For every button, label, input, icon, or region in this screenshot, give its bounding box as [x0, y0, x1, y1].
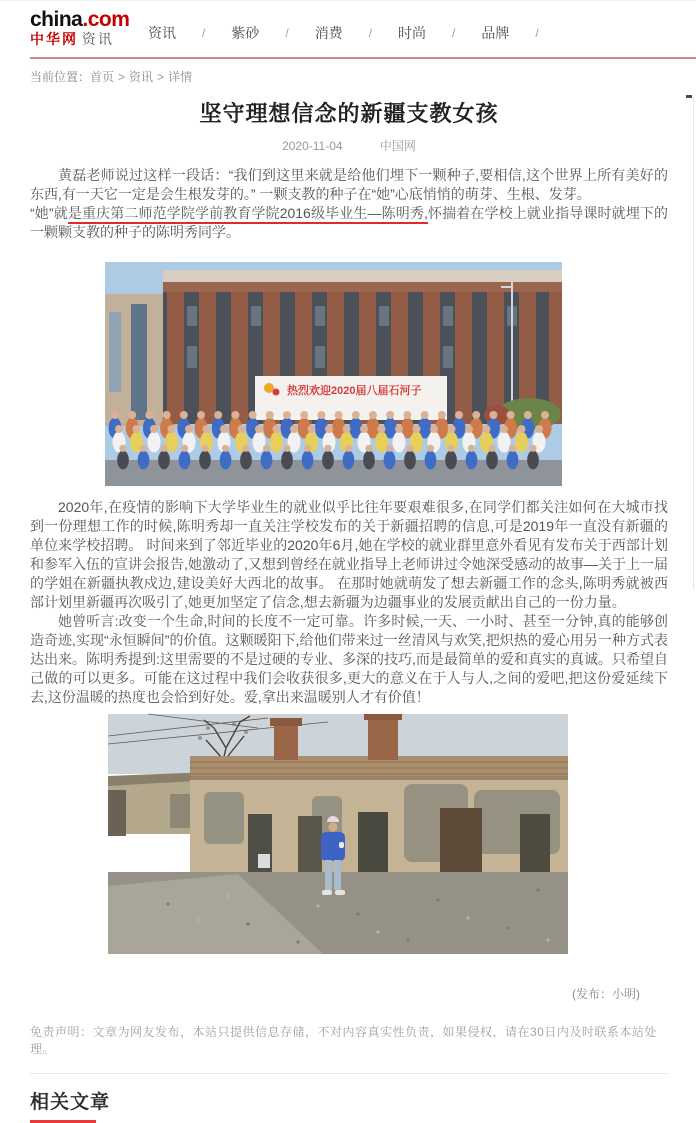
breadcrumb-current: 详情 — [168, 70, 193, 84]
right-column-divider — [693, 98, 694, 590]
article-date: 2020-11-04 — [282, 139, 343, 153]
article-photo-campus-group — [105, 262, 562, 486]
logo-black-part: china — [30, 8, 83, 31]
article-body-continued — [30, 498, 668, 707]
header-accent-line — [30, 57, 696, 59]
paragraph-1: 黄磊老师说过这样一段话：“我们到这里来就是给他们埋下一颗种子,要相信,这个世界上所有美好的东西,有一天它一定是会生根发芽的。” 一颗支教的种子在“她”心底悄悄的萌芽、生根、发芽。 — [30, 167, 668, 202]
photo-banner-text: 热烈欢迎2020届八届石河子 — [287, 385, 422, 397]
breadcrumb-home-link[interactable]: 首页 — [90, 70, 115, 84]
red-underline-annotation: 是重庆第二师范学院学前教育学院2016级毕业生—陈明秀, — [68, 205, 428, 224]
nav-separator: / — [368, 26, 373, 40]
village-photo-illustration — [108, 714, 568, 954]
related-articles-title: 相关文章 — [30, 1092, 111, 1113]
article-source: 中国网 — [379, 139, 416, 153]
nav-item-zixun[interactable]: 资讯 — [148, 25, 176, 41]
paragraph-2-post: 怀揣着在学校上就业指导课时就埋下的一颗颗支教的种子的陈明秀同学。 — [30, 205, 668, 240]
logo-wordmark — [30, 9, 129, 31]
logo-cn-name: 中华网 — [30, 31, 78, 47]
breadcrumb — [0, 59, 696, 85]
paragraph-2 — [30, 204, 668, 242]
logo-subtitle — [30, 31, 129, 48]
related-articles-section — [30, 1087, 696, 1123]
breadcrumb-section-link[interactable]: 资讯 — [129, 70, 154, 84]
section-divider — [30, 1073, 668, 1074]
article-body — [30, 166, 668, 242]
nav-item-xiaofei[interactable]: 消费 — [314, 25, 343, 41]
nav-item-shishang[interactable]: 时尚 — [398, 25, 427, 41]
nav-item-pinpai[interactable]: 品牌 — [481, 25, 510, 41]
site-header — [0, 1, 696, 59]
nav-separator: / — [535, 26, 539, 40]
article-meta — [30, 137, 668, 154]
disclaimer-text: 免责声明：文章为网友发布，本站只提供信息存储，不对内容真实性负责，如果侵权，请在30日内及时联系本站处理。 — [30, 1025, 657, 1056]
paragraph-4: 她曾听言:改变一个生命,时间的长度不一定可靠。许多时候,一天、一小时、甚至一分钟,真的能够创造奇迹,实现“永恒瞬间”的价值。这颗暖阳下,给他们带来过一丝清风与欢笑,把炽热的爱心用另一种方式表达出来。陈明秀提到:这里需要的不是过硬的专业、多深的技巧,而是最简单的爱和真实的真诚。只希望自己做的可以更多。可能在这过程中我们会收获很多,更大的意义在于人与人,之间的爱吧,把这份爱延续下去,这份温暖的热度也会恰到好处。爱,拿出来温暖别人才有价值！ — [30, 613, 668, 705]
paragraph-3: 2020年,在疫情的影响下大学毕业生的就业似乎比往年要艰难很多,在同学们都关注如何在大城市找到一份理想工作的时候,陈明秀却一直关注学校发布的关于新疆招聘的信息,可是2019年一直没有新疆的单位来学校招聘。 时间来到了邻近毕业的2020年6月,她在学校的就业群里意外看见有发布关于西部计划和参军入伍的宣讲会报告,她激动了,又想到曾经在就业指导上老师讲过令她深受感动的故事—关于上一届的学姐在新疆执教戍边,建设美好大西北的故事。 在那时她就萌发了想去新疆工作的念头,陈明秀就被西部计划里新疆再次吸引了,她更加坚定了信念,想去新疆为边疆事业的发展贡献出自己的一份力量。 — [30, 499, 668, 610]
logo-red-part: .com — [82, 8, 130, 31]
breadcrumb-separator: > — [157, 70, 165, 84]
cut-off-widget-fragment — [686, 95, 692, 98]
site-logo[interactable] — [30, 9, 129, 48]
page-title: 坚守理想信念的新疆支教女孩 — [199, 101, 499, 126]
photo-caption: (发布：小明) — [572, 987, 640, 1001]
main-nav — [140, 23, 557, 43]
nav-separator: / — [202, 26, 206, 40]
logo-channel: 资讯 — [81, 31, 114, 47]
article — [0, 97, 696, 1002]
nav-item-zisha[interactable]: 紫砂 — [231, 25, 260, 41]
breadcrumb-prefix: 当前位置： — [30, 70, 91, 84]
breadcrumb-separator: > — [118, 70, 126, 84]
paragraph-2-pre: “她”就 — [30, 205, 68, 221]
nav-separator: / — [452, 26, 456, 40]
campus-photo-illustration — [105, 262, 562, 486]
article-photo-village — [108, 714, 568, 954]
nav-separator: / — [285, 26, 289, 40]
